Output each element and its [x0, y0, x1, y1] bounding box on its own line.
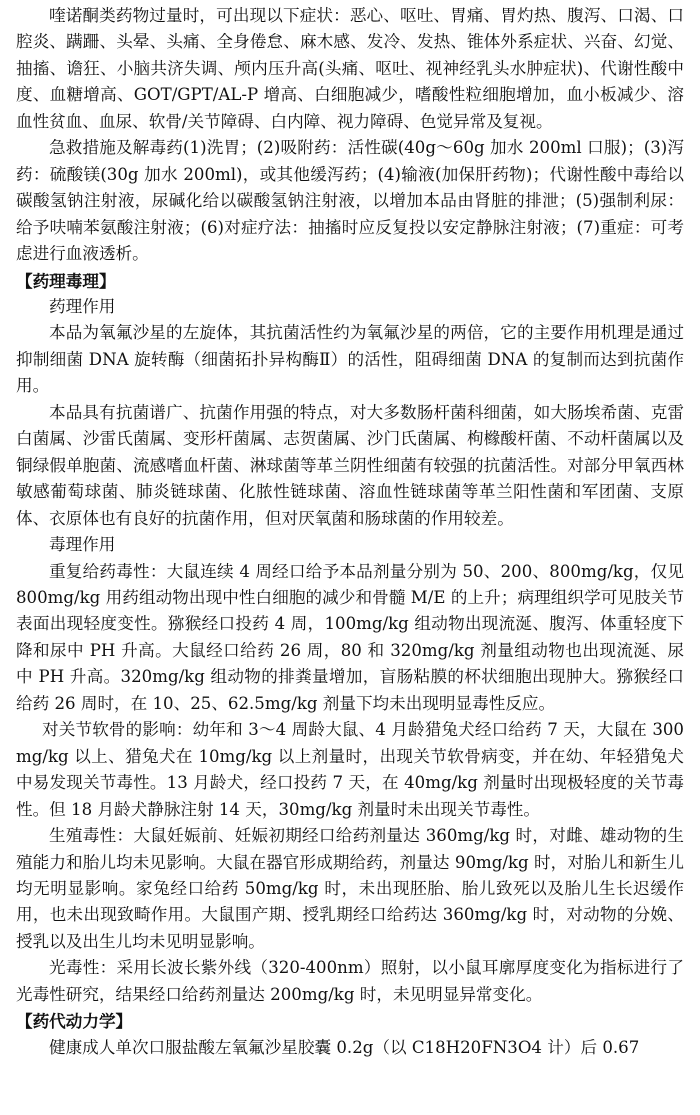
joint-cartilage-paragraph: 对关节软骨的影响：幼年和 3～4 周龄大鼠、4 月龄猎兔犬经口给药 7 天，大鼠在 300mg/kg 以上、猎兔犬在 10mg/kg 以上剂量时，出现关节软骨病变，并在幼、年轻猎兔犬中易发现关节毒性。13 月龄犬，经口投药 7 天，在 40mg/kg 剂量时出现极轻度的关节毒性。但 18 月龄犬静脉注射 14 天，30mg/kg 剂量时未出现关节毒性。 — [16, 720, 684, 819]
pharmacological-action-paragraph-2: 本品具有抗菌谱广、抗菌作用强的特点，对大多数肠杆菌科细菌，如大肠埃希菌、克雷白菌属、沙雷氏菌属、变形杆菌属、志贺菌属、沙门氏菌属、枸橼酸杆菌、不动杆菌属以及铜绿假单胞菌、流感嗜血杆菌、淋球菌等革兰阴性细菌有较强的抗菌活性。对部分甲氧西林敏感葡萄球菌、肺炎链球菌、化脓性链球菌、溶血性链球菌等革兰阳性菌和军团菌、支原体、衣原体也有良好的抗菌作用，但对厌氧菌和肠球菌的作用较差。 — [16, 402, 684, 528]
pharmacokinetics-heading: 【药代动力学】 — [16, 1011, 133, 1032]
pharmacological-action-paragraph-1: 本品为氧氟沙星的左旋体，其抗菌活性约为氧氟沙星的两倍，它的主要作用机理是通过抑制细菌 DNA 旋转酶（细菌拓扑异构酶Ⅱ）的活性，阻碍细菌 DNA 的复制而达到抗菌作用。 — [16, 323, 684, 396]
overdose-symptoms-paragraph: 喹诺酮类药物过量时，可出现以下症状：恶心、呕吐、胃痛、胃灼热、腹泻、口渴、口腔炎、蹒跚、头晕、头痛、全身倦怠、麻木感、发冷、发热、锥体外系症状、兴奋、幻觉、抽搐、谵狂、小脑共济失调、颅内压升高(头痛、呕吐、视神经乳头水肿症状)、代谢性酸中度、血糖增高、GOT/GPT/AL-P 增高、白细胞减少，嗜酸性粒细胞增加，血小板减少、溶血性贫血、血尿、软骨/关节障碍、白内障、视力障碍、色觉异常及复视。 — [16, 6, 684, 131]
reproductive-toxicity-paragraph: 生殖毒性：大鼠妊娠前、妊娠初期经口给药剂量达 360mg/kg 时，对雌、雄动物的生殖能力和胎儿均未见影响。大鼠在器官形成期给药，剂量达 90mg/kg 时，对胎儿和新生儿均无明显影响。家兔经口给药 50mg/kg 时，未出现胚胎、胎儿致死以及胎儿生长迟缓作用，也未出现致畸作用。大鼠围产期、授乳期经口给药达 360mg/kg 时，对动物的分娩、授乳以及出生儿均未见明显影响。 — [16, 826, 684, 951]
overdose-treatment-paragraph: 急救措施及解毒药(1)洗胃；(2)吸附药：活性碳(40g～60g 加水 200ml 口服)；(3)泻药：硫酸镁(30g 加水 200ml)，或其他缓泻药；(4)输液(加保肝药物)；代谢性酸中毒给以碳酸氢钠注射液，尿碱化给以碳酸氢钠注射液，以增加本品由肾脏的排泄；(5)强制利尿：给予呋喃苯氨酸注射液；(6)对症疗法：抽搐时应反复投以安定静脉注射液；(7)重症：可考虑进行血液透析。 — [16, 138, 684, 264]
pharmacology-toxicology-heading: 【药理毒理】 — [16, 270, 116, 291]
repeat-dose-toxicity-paragraph: 重复给药毒性：大鼠连续 4 周经口给予本品剂量分别为 50、200、800mg/kg，仅见 800mg/kg 用药组动物出现中性白细胞的减少和骨髓 M/E 的上升；病理组织学可见肢关节表面出现轻度变性。猕猴经口投药 4 周，100mg/kg 组动物出现流涎、腹泻、体重轻度下降和尿中 PH 升高。大鼠经口给药 26 周，80 和 320mg/kg 剂量组动物也出现流涎、尿中 PH 升高。320mg/kg 组动物的排粪量增加，盲肠粘膜的杯状细胞出现肿大。猕猴经口给药 26 周时，在 10、25、62.5mg/kg 剂量下均未出现明显毒性反应。 — [16, 561, 684, 713]
toxicology-title: 毒理作用 — [49, 535, 116, 555]
phototoxicity-paragraph: 光毒性：采用长波长紫外线（320-400nm）照射，以小鼠耳廓厚度变化为指标进行了光毒性研究，结果经口给药剂量达 200mg/kg 时，未见明显异常变化。 — [16, 958, 684, 1004]
pharmacokinetics-paragraph-1: 健康成人单次口服盐酸左氧氟沙星胶囊 0.2g（以 C18H20FN3O4 计）后 0.67 — [49, 1037, 640, 1057]
pharmacological-action-title: 药理作用 — [49, 296, 116, 316]
